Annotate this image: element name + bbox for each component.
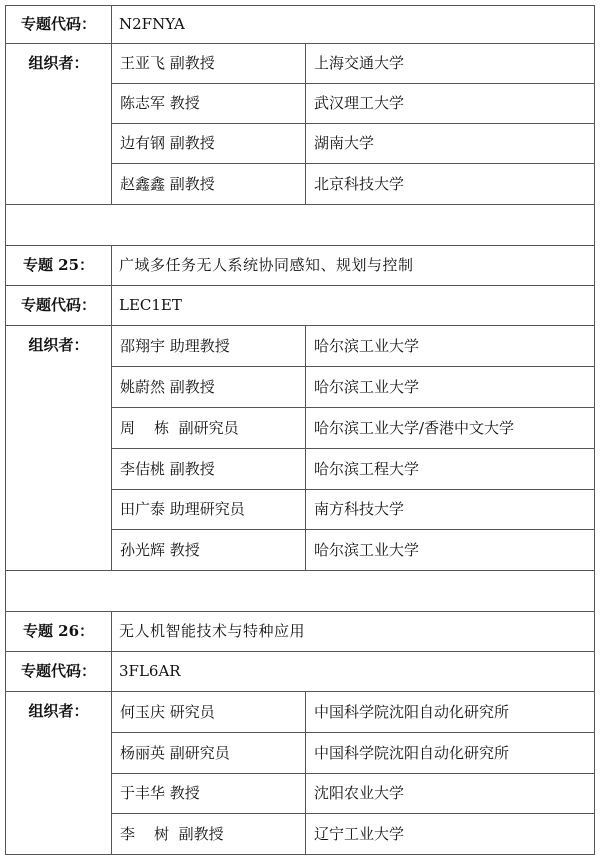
section-spacer-row bbox=[6, 205, 595, 246]
organizer-affiliation: 中国科学院沈阳自动化研究所 bbox=[306, 692, 595, 733]
organizer-affiliation: 哈尔滨工程大学 bbox=[306, 449, 595, 490]
section-spacer bbox=[6, 571, 595, 612]
organizer-name: 邵翔宇 助理教授 bbox=[112, 326, 306, 367]
organizer-affiliation: 南方科技大学 bbox=[306, 490, 595, 530]
topic-code-label: 专题代码： bbox=[6, 286, 112, 326]
organizer-name: 边有钢 副教授 bbox=[112, 124, 306, 164]
section-spacer-row bbox=[6, 571, 595, 612]
organizer-affiliation: 哈尔滨工业大学/香港中文大学 bbox=[306, 408, 595, 449]
topic-table bbox=[5, 5, 595, 855]
topic-code-value: N2FNYA bbox=[112, 6, 595, 44]
organizer-name: 孙光辉 教授 bbox=[112, 530, 306, 571]
topic-number-label: 专题 26： bbox=[6, 612, 112, 652]
organizer-affiliation: 武汉理工大学 bbox=[306, 84, 595, 124]
organizer-affiliation: 湖南大学 bbox=[306, 124, 595, 164]
organizer-name: 何玉庆 研究员 bbox=[112, 692, 306, 733]
organizer-name: 周 栋 副研究员 bbox=[112, 408, 306, 449]
organizer-row bbox=[6, 692, 595, 733]
topic-code-value: LEC1ET bbox=[112, 286, 595, 326]
organizer-name: 姚蔚然 副教授 bbox=[112, 367, 306, 408]
organizer-affiliation: 中国科学院沈阳自动化研究所 bbox=[306, 733, 595, 774]
organizer-row bbox=[6, 326, 595, 367]
organizer-name: 陈志军 教授 bbox=[112, 84, 306, 124]
organizer-label: 组织者： bbox=[6, 44, 112, 205]
organizer-affiliation: 北京科技大学 bbox=[306, 164, 595, 205]
topic-code-label: 专题代码： bbox=[6, 6, 112, 44]
topic-code-label: 专题代码： bbox=[6, 652, 112, 692]
organizer-name: 李佶桃 副教授 bbox=[112, 449, 306, 490]
organizer-label: 组织者： bbox=[6, 692, 112, 855]
organizer-row bbox=[6, 44, 595, 84]
organizer-name: 田广泰 助理研究员 bbox=[112, 490, 306, 530]
organizer-name: 王亚飞 副教授 bbox=[112, 44, 306, 84]
organizer-affiliation: 哈尔滨工业大学 bbox=[306, 326, 595, 367]
topic-title: 无人机智能技术与特种应用 bbox=[112, 612, 595, 652]
topic-title-row bbox=[6, 246, 595, 286]
section-spacer bbox=[6, 205, 595, 246]
organizer-affiliation: 沈阳农业大学 bbox=[306, 774, 595, 814]
organizer-affiliation: 哈尔滨工业大学 bbox=[306, 530, 595, 571]
organizer-affiliation: 辽宁工业大学 bbox=[306, 814, 595, 855]
organizer-label: 组织者： bbox=[6, 326, 112, 571]
topic-title: 广域多任务无人系统协同感知、规划与控制 bbox=[112, 246, 595, 286]
organizer-affiliation: 哈尔滨工业大学 bbox=[306, 367, 595, 408]
organizer-name: 于丰华 教授 bbox=[112, 774, 306, 814]
organizer-name: 李 树 副教授 bbox=[112, 814, 306, 855]
topic-code-row bbox=[6, 652, 595, 692]
topic-code-row bbox=[6, 6, 595, 44]
topic-code-row bbox=[6, 286, 595, 326]
topic-code-value: 3FL6AR bbox=[112, 652, 595, 692]
organizer-name: 杨丽英 副研究员 bbox=[112, 733, 306, 774]
organizer-affiliation: 上海交通大学 bbox=[306, 44, 595, 84]
topic-title-row bbox=[6, 612, 595, 652]
organizer-name: 赵鑫鑫 副教授 bbox=[112, 164, 306, 205]
topic-number-label: 专题 25： bbox=[6, 246, 112, 286]
